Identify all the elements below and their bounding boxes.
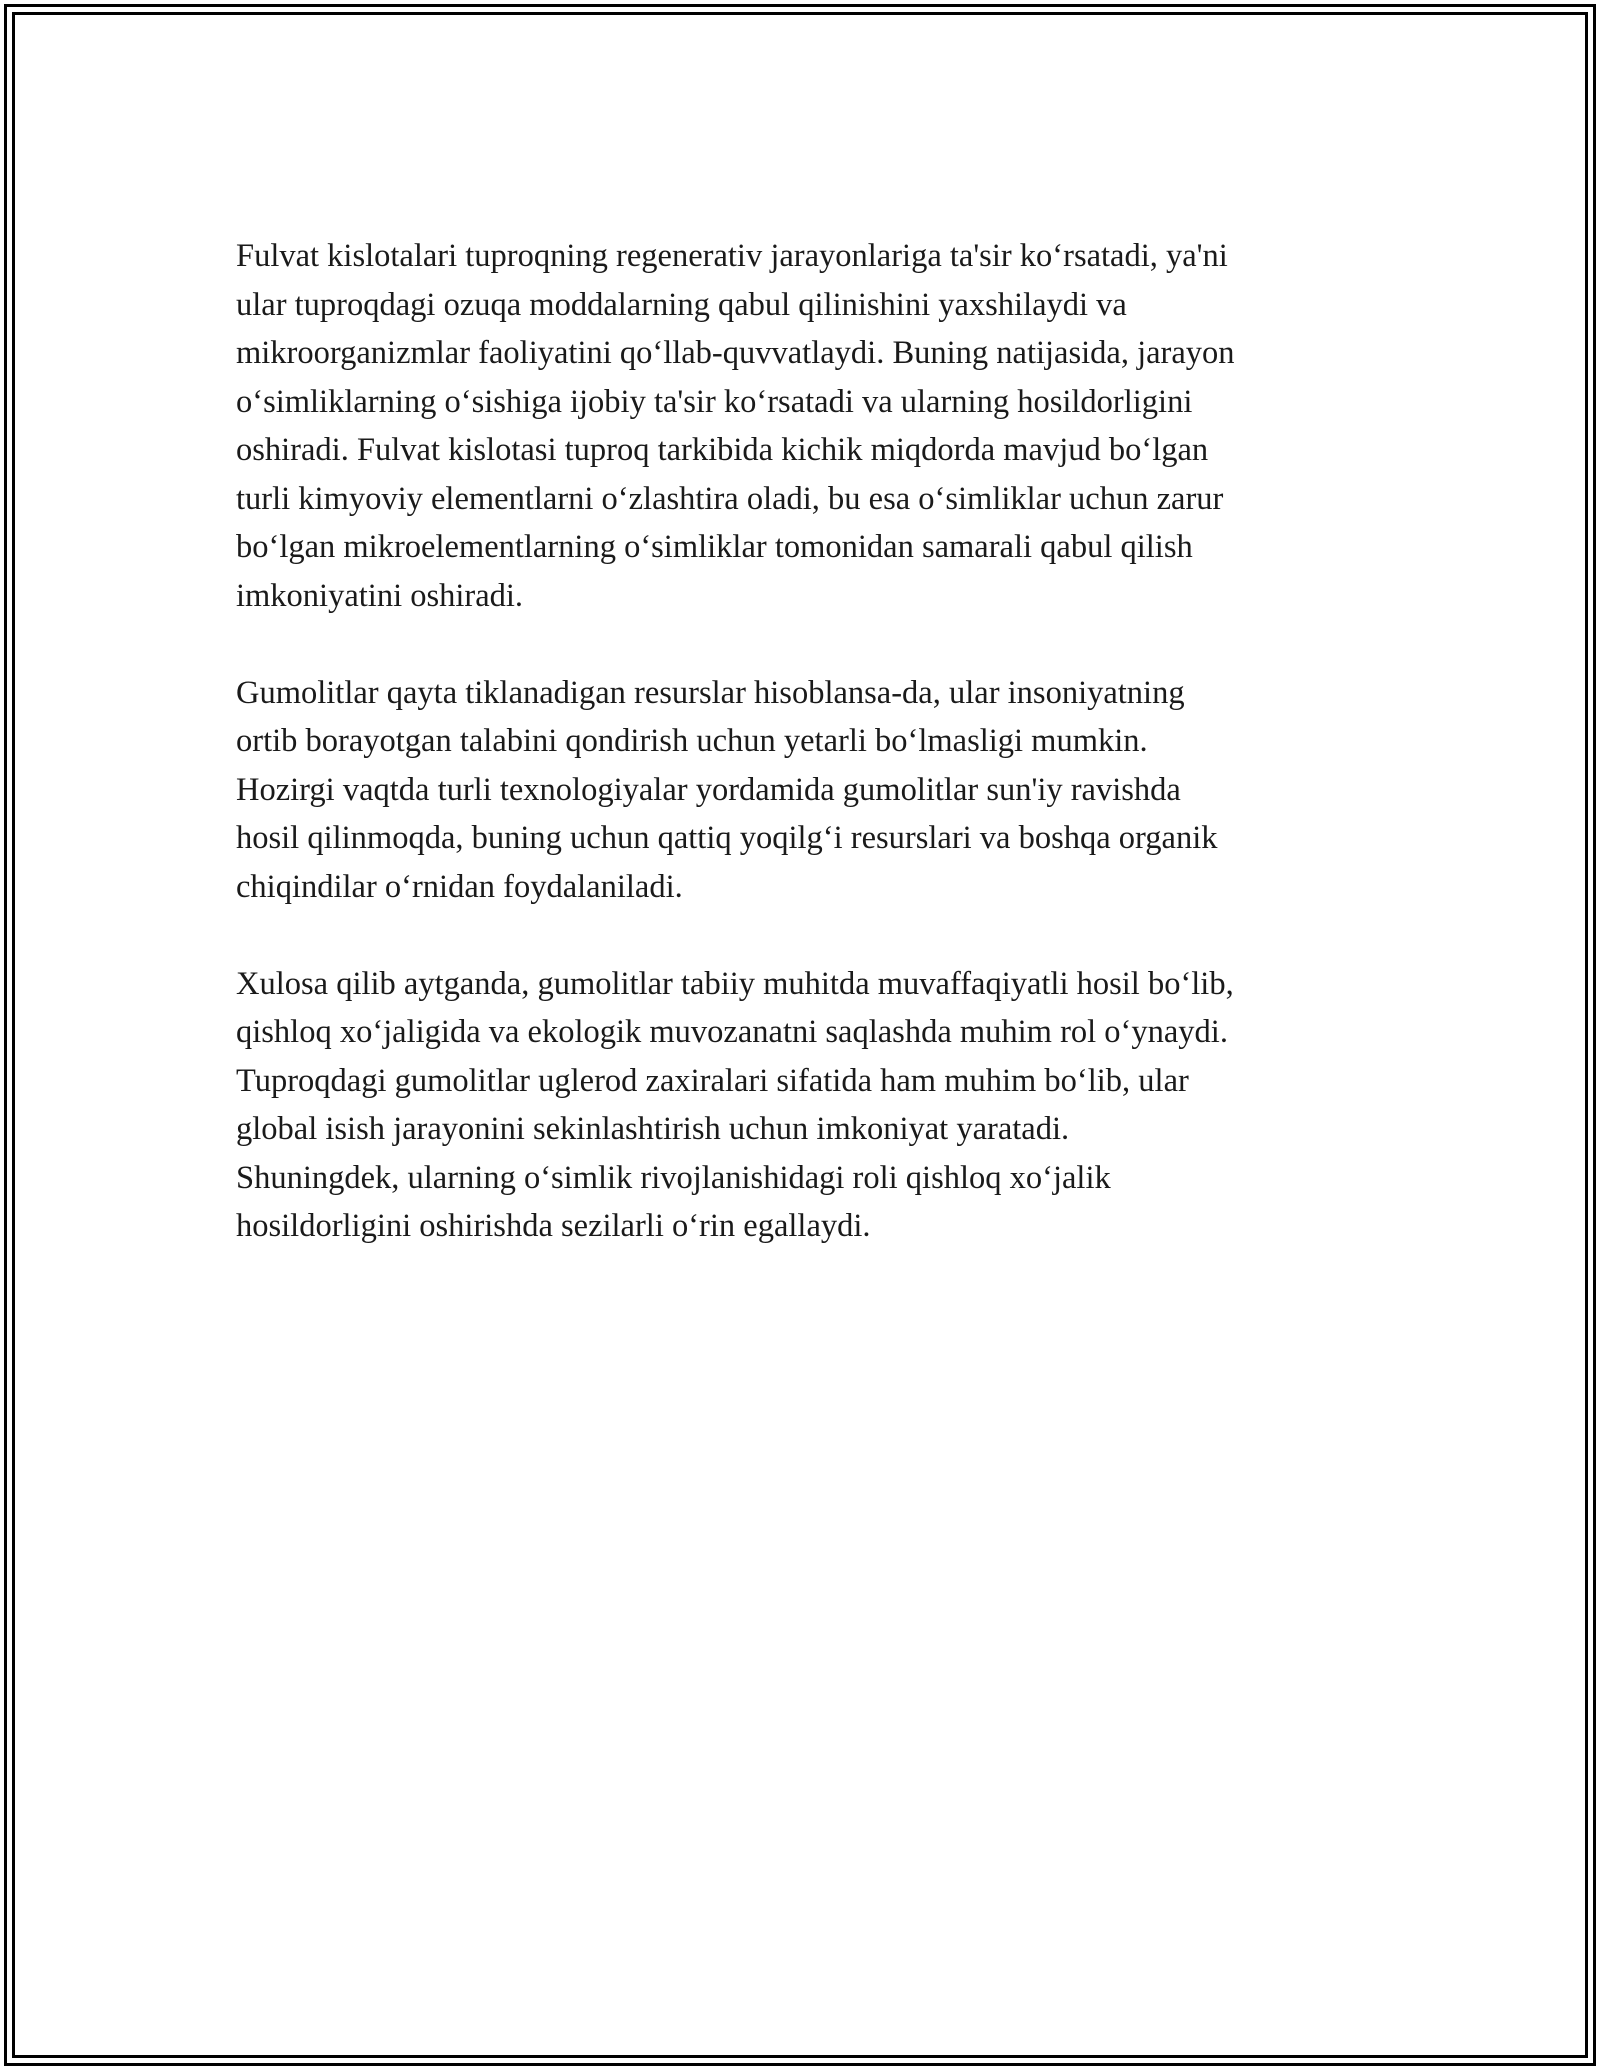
document-body: [236, 232, 1376, 1299]
paragraph-conclusion: Xulosa qilib aytganda, gumolitlar tabiiy muhitda muvaffaqiyatli hosil bo‘lib, qishloq xo‘jaligida va ekologik muvozanatni saqlashda muhim rol o‘ynaydi. Tuproqdagi gumolitlar uglerod zaxiralari sifatida ham muhim bo‘lib, ular global isish jarayonini sekinlashtirish uchun imkoniyat yaratadi. Shuningdek, ularning o‘simlik rivojlanishidagi roli qishloq xo‘jalik hosildorligini oshirishda sezilarli o‘rin egallaydi.: [236, 965, 1234, 1244]
paragraph-renewable-resources: Gumolitlar qayta tiklanadigan resurslar hisoblansa-da, ular insoniyatning ortib borayotgan talabini qondirish uchun yetarli bo‘lmasligi mumkin. Hozirgi vaqtda turli texnologiyalar yordamida gumolitlar sun'iy ravishda hosil qilinmoqda, buning uchun qattiq yoqilg‘i resurslari va boshqa organik chiqindilar o‘rnidan foydalaniladi.: [236, 674, 1218, 905]
paragraph-fulvic-acids: Fulvat kislotalari tuproqning regenerativ jarayonlariga ta'sir ko‘rsatadi, ya'ni ular tuproqdagi ozuqa moddalarning qabul qilinishini yaxshilaydi va mikroorganizmlar faoliyatini qo‘llab-quvvatlaydi. Buning natijasida, jarayon o‘simliklarning o‘sishiga ijobiy ta'sir ko‘rsatadi va ularning hosildorligini oshiradi. Fulvat kislotasi tuproq tarkibida kichik miqdorda mavjud bo‘lgan turli kimyoviy elementlarni o‘zlashtira oladi, bu esa o‘simliklar uchun zarur bo‘lgan mikroelementlarning o‘simliklar tomonidan samarali qabul qilish imkoniyatini oshiradi.: [236, 238, 1235, 614]
